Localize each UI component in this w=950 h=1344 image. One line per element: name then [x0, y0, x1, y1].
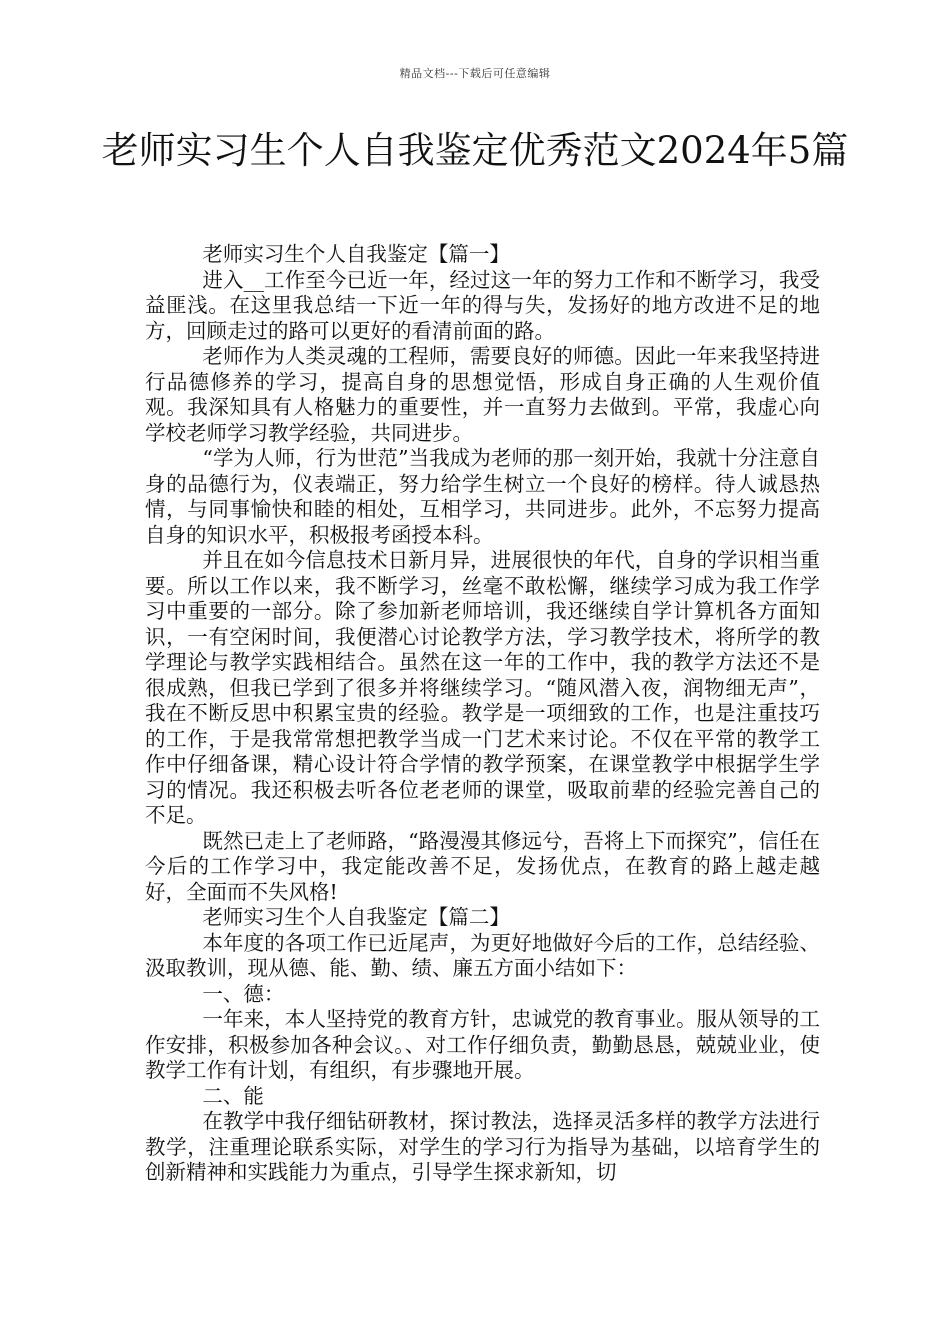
paragraph: 一年来，本人坚持党的教育方针，忠诚党的教育事业。服从领导的工作安排，积极参加各种会议。、对工作仔细负责，勤勤恳恳，兢兢业业，使教学工作有计划，有组织，有步骤地开展。: [145, 1007, 820, 1082]
document-body: [145, 242, 820, 1186]
section-heading-1: 老师实习生个人自我鉴定【篇一】: [202, 242, 510, 266]
paragraph: 老师作为人类灵魂的工程师，需要良好的师德。因此一年来我坚持进行品德修养的学习，提高自身的思想觉悟，形成自身正确的人生观价值观。我深知具有人格魅力的重要性，并一直努力去做到。平常，我虚心向学校老师学习教学经验，共同进步。: [145, 344, 820, 445]
page-header: 精品文档---下载后可任意编辑: [399, 67, 551, 80]
paragraph: 既然已走上了老师路，“路漫漫其修远兮，吾将上下而探究”，信任在今后的工作学习中，我定能改善不足，发扬优点，在教育的路上越走越好，全面而不失风格!: [145, 828, 820, 904]
paragraph: 在教学中我仔细钻研教材，探讨教法，选择灵活多样的教学方法进行教学，注重理论联系实际，对学生的学习行为指导为基础，以培育学生的创新精神和实践能力为重点，引导学生探求新知，切: [145, 1109, 820, 1184]
section-heading-2: 老师实习生个人自我鉴定【篇二】: [202, 905, 510, 929]
subheading: 一、德：: [202, 981, 285, 1006]
subheading: 二、能: [202, 1083, 264, 1108]
paragraph: 并且在如今信息技术日新月异，进展很快的年代，自身的学识相当重要。所以工作以来，我不断学习，丝毫不敢松懈，继续学习成为我工作学习中重要的一部分。除了参加新老师培训，我还继续自学计算机各方面知识，一有空闲时间，我便潜心讨论教学方法，学习教学技术，将所学的教学理论与教学实践相结合。虽然在这一年的工作中，我的教学方法还不是很成熟，但我已学到了很多并将继续学习。“随风潜入夜，润物细无声”，我在不断反思中积累宝贵的经验。教学是一项细致的工作，也是注重技巧的工作，于是我常常想把教学当成一门艺术来讨论。不仅在平常的教学工作中仔细备课，精心设计符合学情的教学预案，在课堂教学中根据学生学习的情况。我还积极去听各位老老师的课堂，吸取前辈的经验完善自己的不足。: [145, 548, 820, 827]
document-title: 老师实习生个人自我鉴定优秀范文2024年5篇: [101, 129, 849, 172]
paragraph: “学为人师，行为世范”当我成为老师的那一刻开始，我就十分注意自身的品德行为，仪表端正，努力给学生树立一个良好的榜样。待人诚恳热情，与同事愉快和睦的相处，互相学习，共同进步。此外，不忘努力提高自身的知识水平，积极报考函授本科。: [145, 446, 820, 547]
paragraph: 进入__工作至今已近一年，经过这一年的努力工作和不断学习，我受益匪浅。在这里我总结一下近一年的得与失，发扬好的地方改进不足的地方，回顾走过的路可以更好的看清前面的路。: [145, 267, 820, 343]
paragraph: 本年度的各项工作已近尾声，为更好地做好今后的工作，总结经验、汲取教训，现从德、能、勤、绩、廉五方面小结如下：: [145, 930, 820, 980]
